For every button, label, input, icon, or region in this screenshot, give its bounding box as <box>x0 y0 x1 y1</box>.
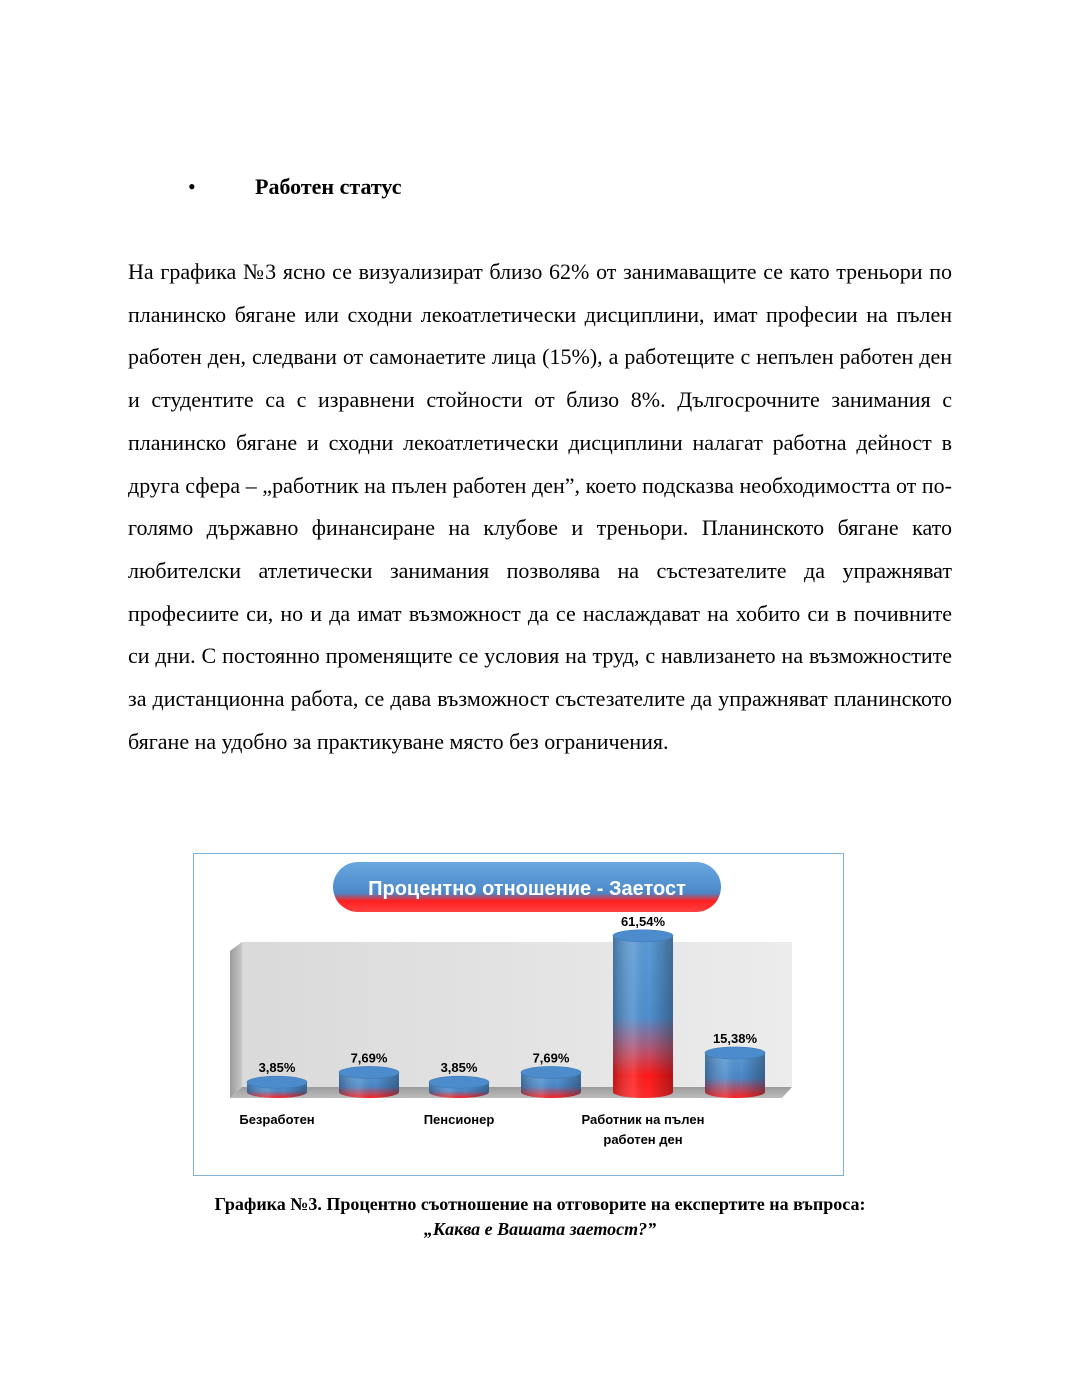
bar-4 <box>613 930 673 1098</box>
bar-top-cap-2 <box>429 1076 489 1088</box>
caption-line-1: Графика №3. Процентно съотношение на отговорите на експертите на въпроса: <box>214 1194 866 1214</box>
value-label-4: 61,54% <box>620 913 666 929</box>
section-heading: Работен статус <box>255 174 402 199</box>
bar-top-cap-5 <box>705 1047 765 1059</box>
value-label-2: 3,85% <box>440 1060 478 1076</box>
value-label-1: 7,69% <box>350 1050 388 1066</box>
chart-side-wall <box>230 942 242 1098</box>
section-heading-row <box>188 170 401 204</box>
value-label-5: 15,38% <box>712 1030 758 1046</box>
bar-top-cap-4 <box>613 930 673 942</box>
category-label-unemployed: Безработен <box>239 1112 315 1127</box>
bar-chart-3d <box>194 854 845 1177</box>
category-label-pensioner: Пенсионер <box>423 1112 495 1127</box>
bar-5 <box>705 1047 765 1098</box>
chart-container <box>193 853 844 1176</box>
bar-1 <box>339 1066 399 1098</box>
bar-shading-5 <box>705 1053 765 1098</box>
bar-3 <box>521 1066 581 1098</box>
bar-2 <box>429 1076 489 1098</box>
value-label-3: 7,69% <box>532 1050 570 1066</box>
body-paragraph: На графика №3 ясно се визуализират близо 62% от занимаващите се като треньори по планинско бягане или сходни лекоатлетически дисциплини, имат професии на пълен работен ден, следвани от самонаетите лица (15%), а работещите с непълен работен ден и студентите са с изравнени стойности от близо 8%. Дългосрочните занимания с планинско бягане и сходни лекоатлетически дисциплини налагат работна дейност в друга сфера – „работник на пълен работен ден”, което подсказва необходимостта от по-голямо държавно финансиране на клубове и треньори. Планинското бягане като любителски атлетически занимания позволява на състезателите да упражняват професиите си, но и да имат възможност да се наслаждават на хобито си в почивните си дни. С постоянно променящите се условия на труд, с навлизането на възможностите за дистанционна работа, се дава възможност състезателите да упражняват планинското бягане на удобно за практикуване място без ограничения. <box>128 259 952 754</box>
bar-top-cap-3 <box>521 1066 581 1078</box>
bar-top-cap-0 <box>247 1076 307 1088</box>
bar-shading-4 <box>613 936 673 1098</box>
chart-title-badge <box>333 862 721 912</box>
bar-0 <box>247 1076 307 1098</box>
chart-title: Процентно отношение - Заетост <box>368 878 686 900</box>
value-label-0: 3,85% <box>258 1060 296 1076</box>
category-label-full-time-worker: Работник на пълен работен ден <box>581 1112 705 1147</box>
bar-top-cap-1 <box>339 1066 399 1078</box>
caption-question: „Каква е Вашата заетост?” <box>423 1219 657 1239</box>
bullet-icon: • <box>188 174 196 199</box>
figure-caption <box>100 1192 980 1242</box>
